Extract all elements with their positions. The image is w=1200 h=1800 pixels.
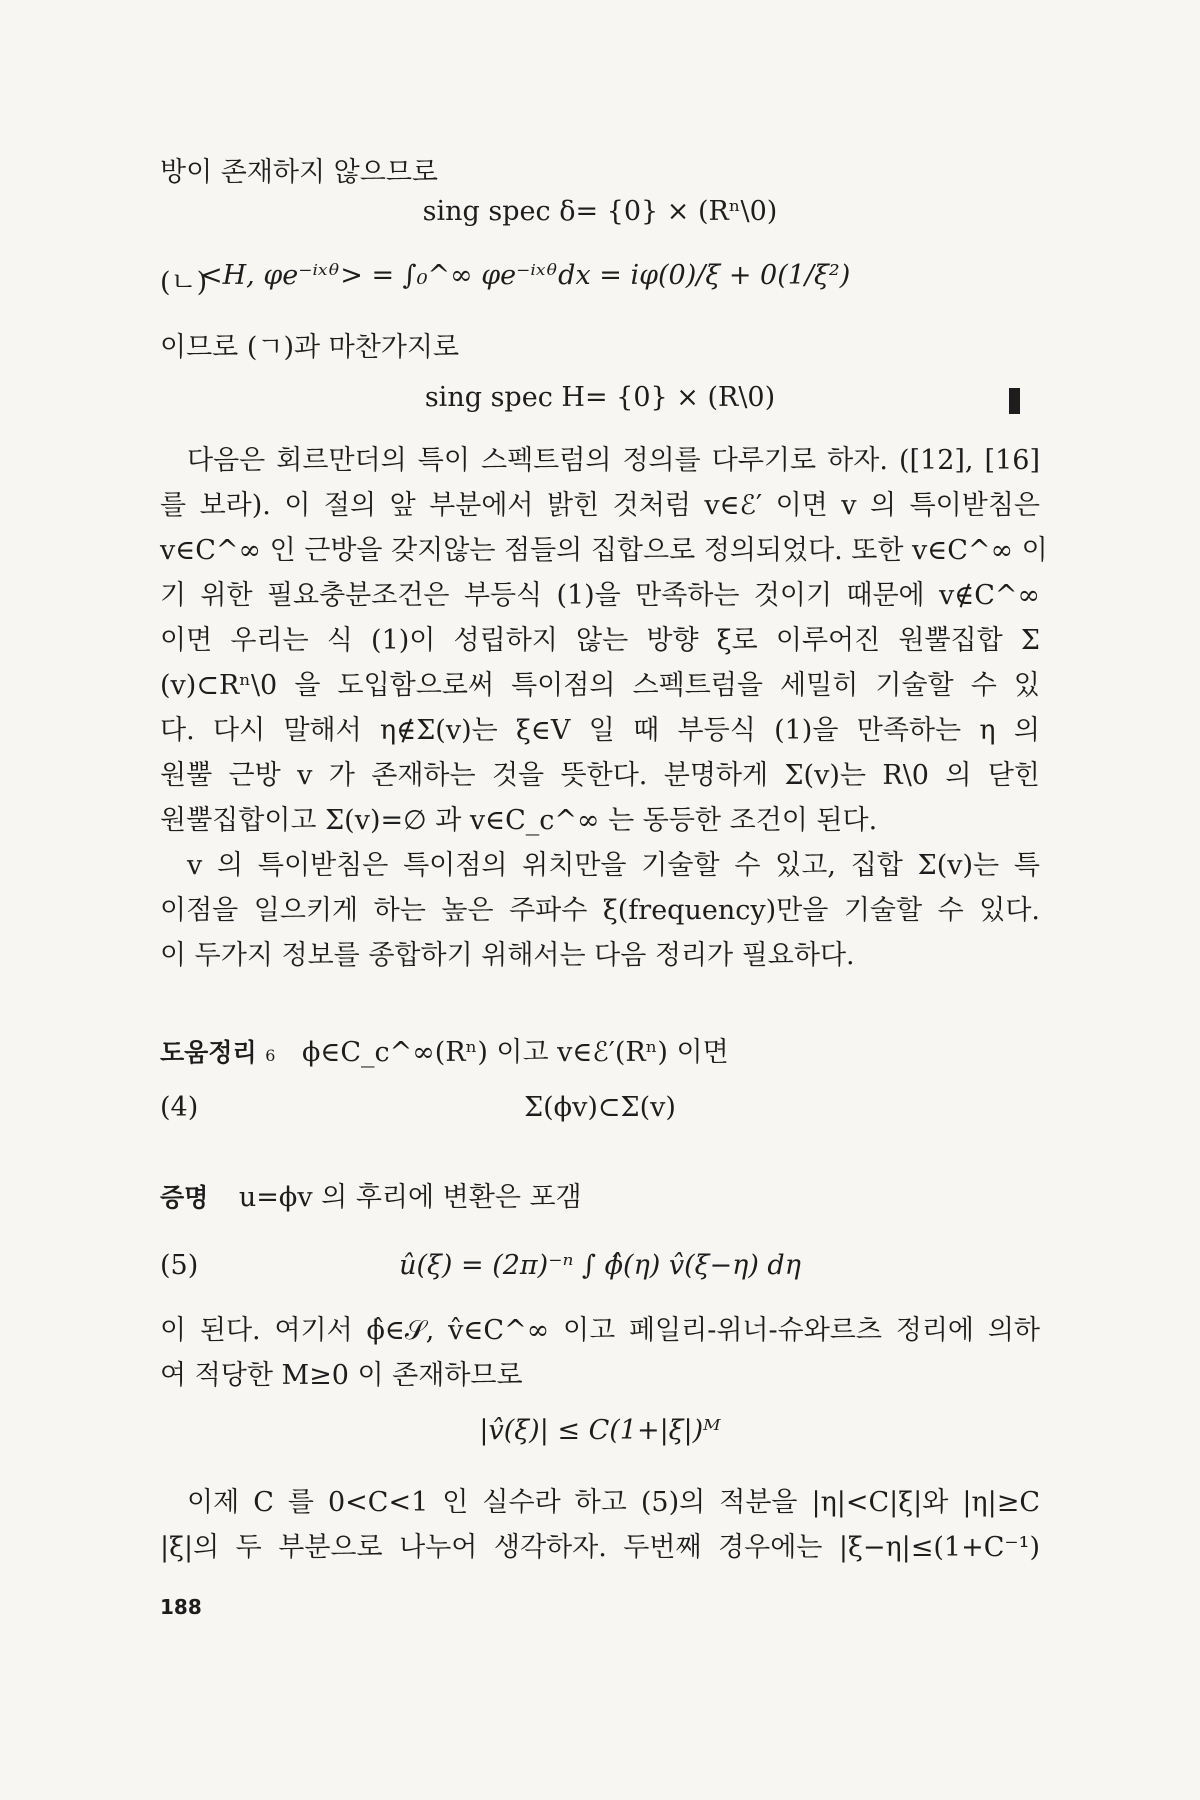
qed-mark [1009,388,1020,414]
text-line: 를 보라). 이 절의 앞 부분에서 밝힌 것처럼 v∈ℰ′ 이면 v 의 특이받침은 [160,490,1040,521]
text-line: 이점을 일으키게 하는 높은 주파수 ξ(frequency)만을 기술할 수 있다. [160,895,1040,926]
text-line: v 의 특이받침은 특이점의 위치만을 기술할 수 있고, 집합 Σ(v)는 특 [187,850,1040,881]
lemma-statement [160,1030,1040,1078]
equation-4: Σ(ϕv)⊂Σ(v) [524,1092,676,1123]
equation-label: (5) [160,1250,199,1281]
text-line: 기 위한 필요충분조건은 부등식 (1)을 만족하는 것이기 때문에 v∉C^∞ [160,580,1040,611]
text-line: |ξ|의 두 부분으로 나누어 생각하자. 두번째 경우에는 |ξ−η|≤(1+C⁻¹) [160,1532,1040,1563]
paragraph-singular-support [160,843,1040,978]
equation-6: |v̂(ξ)| ≤ C(1+|ξ|)ᴹ [479,1415,721,1446]
text-line: 이 두가지 정보를 종합하기 위해서는 다음 정리가 필요하다. [160,940,855,971]
paragraph-paley-wiener [160,1308,1040,1398]
text-line: (v)⊂Rⁿ\0 을 도입함으로써 특이점의 스펙트럼을 세밀히 기술할 수 있 [160,670,1040,701]
text-line: 원뿔 근방 v 가 존재하는 것을 뜻한다. 분명하게 Σ(v)는 R\0 의 닫힌 [160,760,1040,791]
text-line: 이므로 (ㄱ)과 마찬가지로 [160,332,460,363]
equation-b-block [160,242,1040,312]
paragraph-singular-spectrum [160,438,1048,843]
equation-5: û(ξ) = (2π)⁻ⁿ ∫ ϕ̂(η) v̂(ξ−η) dη [399,1250,801,1281]
text-line: 이면 우리는 식 (1)이 성립하지 않는 방향 ξ로 이루어진 원뿔집합 Σ [160,625,1040,656]
page-number: 188 [160,1595,202,1619]
lemma-number: 6 [265,1046,276,1065]
proof-heading: 증명 [160,1183,209,1212]
text-line: 이 된다. 여기서 ϕ̂∈𝒮, v̂∈C^∞ 이고 페일리-위너-슈와르츠 정리에 의하 [160,1315,1040,1346]
lemma-text: ϕ∈C_c^∞(Rⁿ) 이고 v∈ℰ′(Rⁿ) 이면 [301,1037,729,1068]
equation-label: (ㄴ) [160,267,208,298]
equation-sing-spec-delta: sing spec δ= {0} × (Rⁿ\0) [422,196,778,227]
text-line: 이제 C 를 0<C<1 인 실수라 하고 (5)의 적분을 |η|<C|ξ|와 |η|≥C [187,1487,1040,1518]
equation-sing-spec-H: sing spec H= {0} × (R\0) [424,382,776,413]
text-line: 원뿔집합이고 Σ(v)=∅ 과 v∈C_c^∞ 는 동등한 조건이 된다. [160,805,878,836]
lemma-heading: 도움정리 [160,1038,257,1067]
equation-5-block [160,1238,1040,1293]
text-line: 여 적당한 M≥0 이 존재하므로 [160,1360,523,1391]
text-line: v∈C^∞ 인 근방을 갖지않는 점들의 집합으로 정의되었다. 또한 v∈C^∞ 이 [160,535,1048,566]
text-line: 다. 다시 말해서 η∉Σ(v)는 ξ∈V 일 때 부등식 (1)을 만족하는 η 의 [160,715,1040,746]
equation-label: (4) [160,1092,199,1123]
equation-b: <H, φe⁻ⁱˣᶿ> = ∫₀^∞ φe⁻ⁱˣᶿdx = iφ(0)/ξ + 0(1/ξ²) [200,260,851,291]
proof-start [160,1175,1040,1220]
equation-4-block [160,1085,1040,1130]
paragraph-split-integral [160,1480,1040,1570]
page [160,150,1048,1720]
text-line: 방이 존재하지 않으므로 [160,157,438,188]
proof-text: u=ϕv 의 후리에 변환은 포갬 [238,1182,582,1213]
text-line: 다음은 회르만더의 특이 스펙트럼의 정의를 다루기로 하자. ([12], [16] [187,445,1040,476]
